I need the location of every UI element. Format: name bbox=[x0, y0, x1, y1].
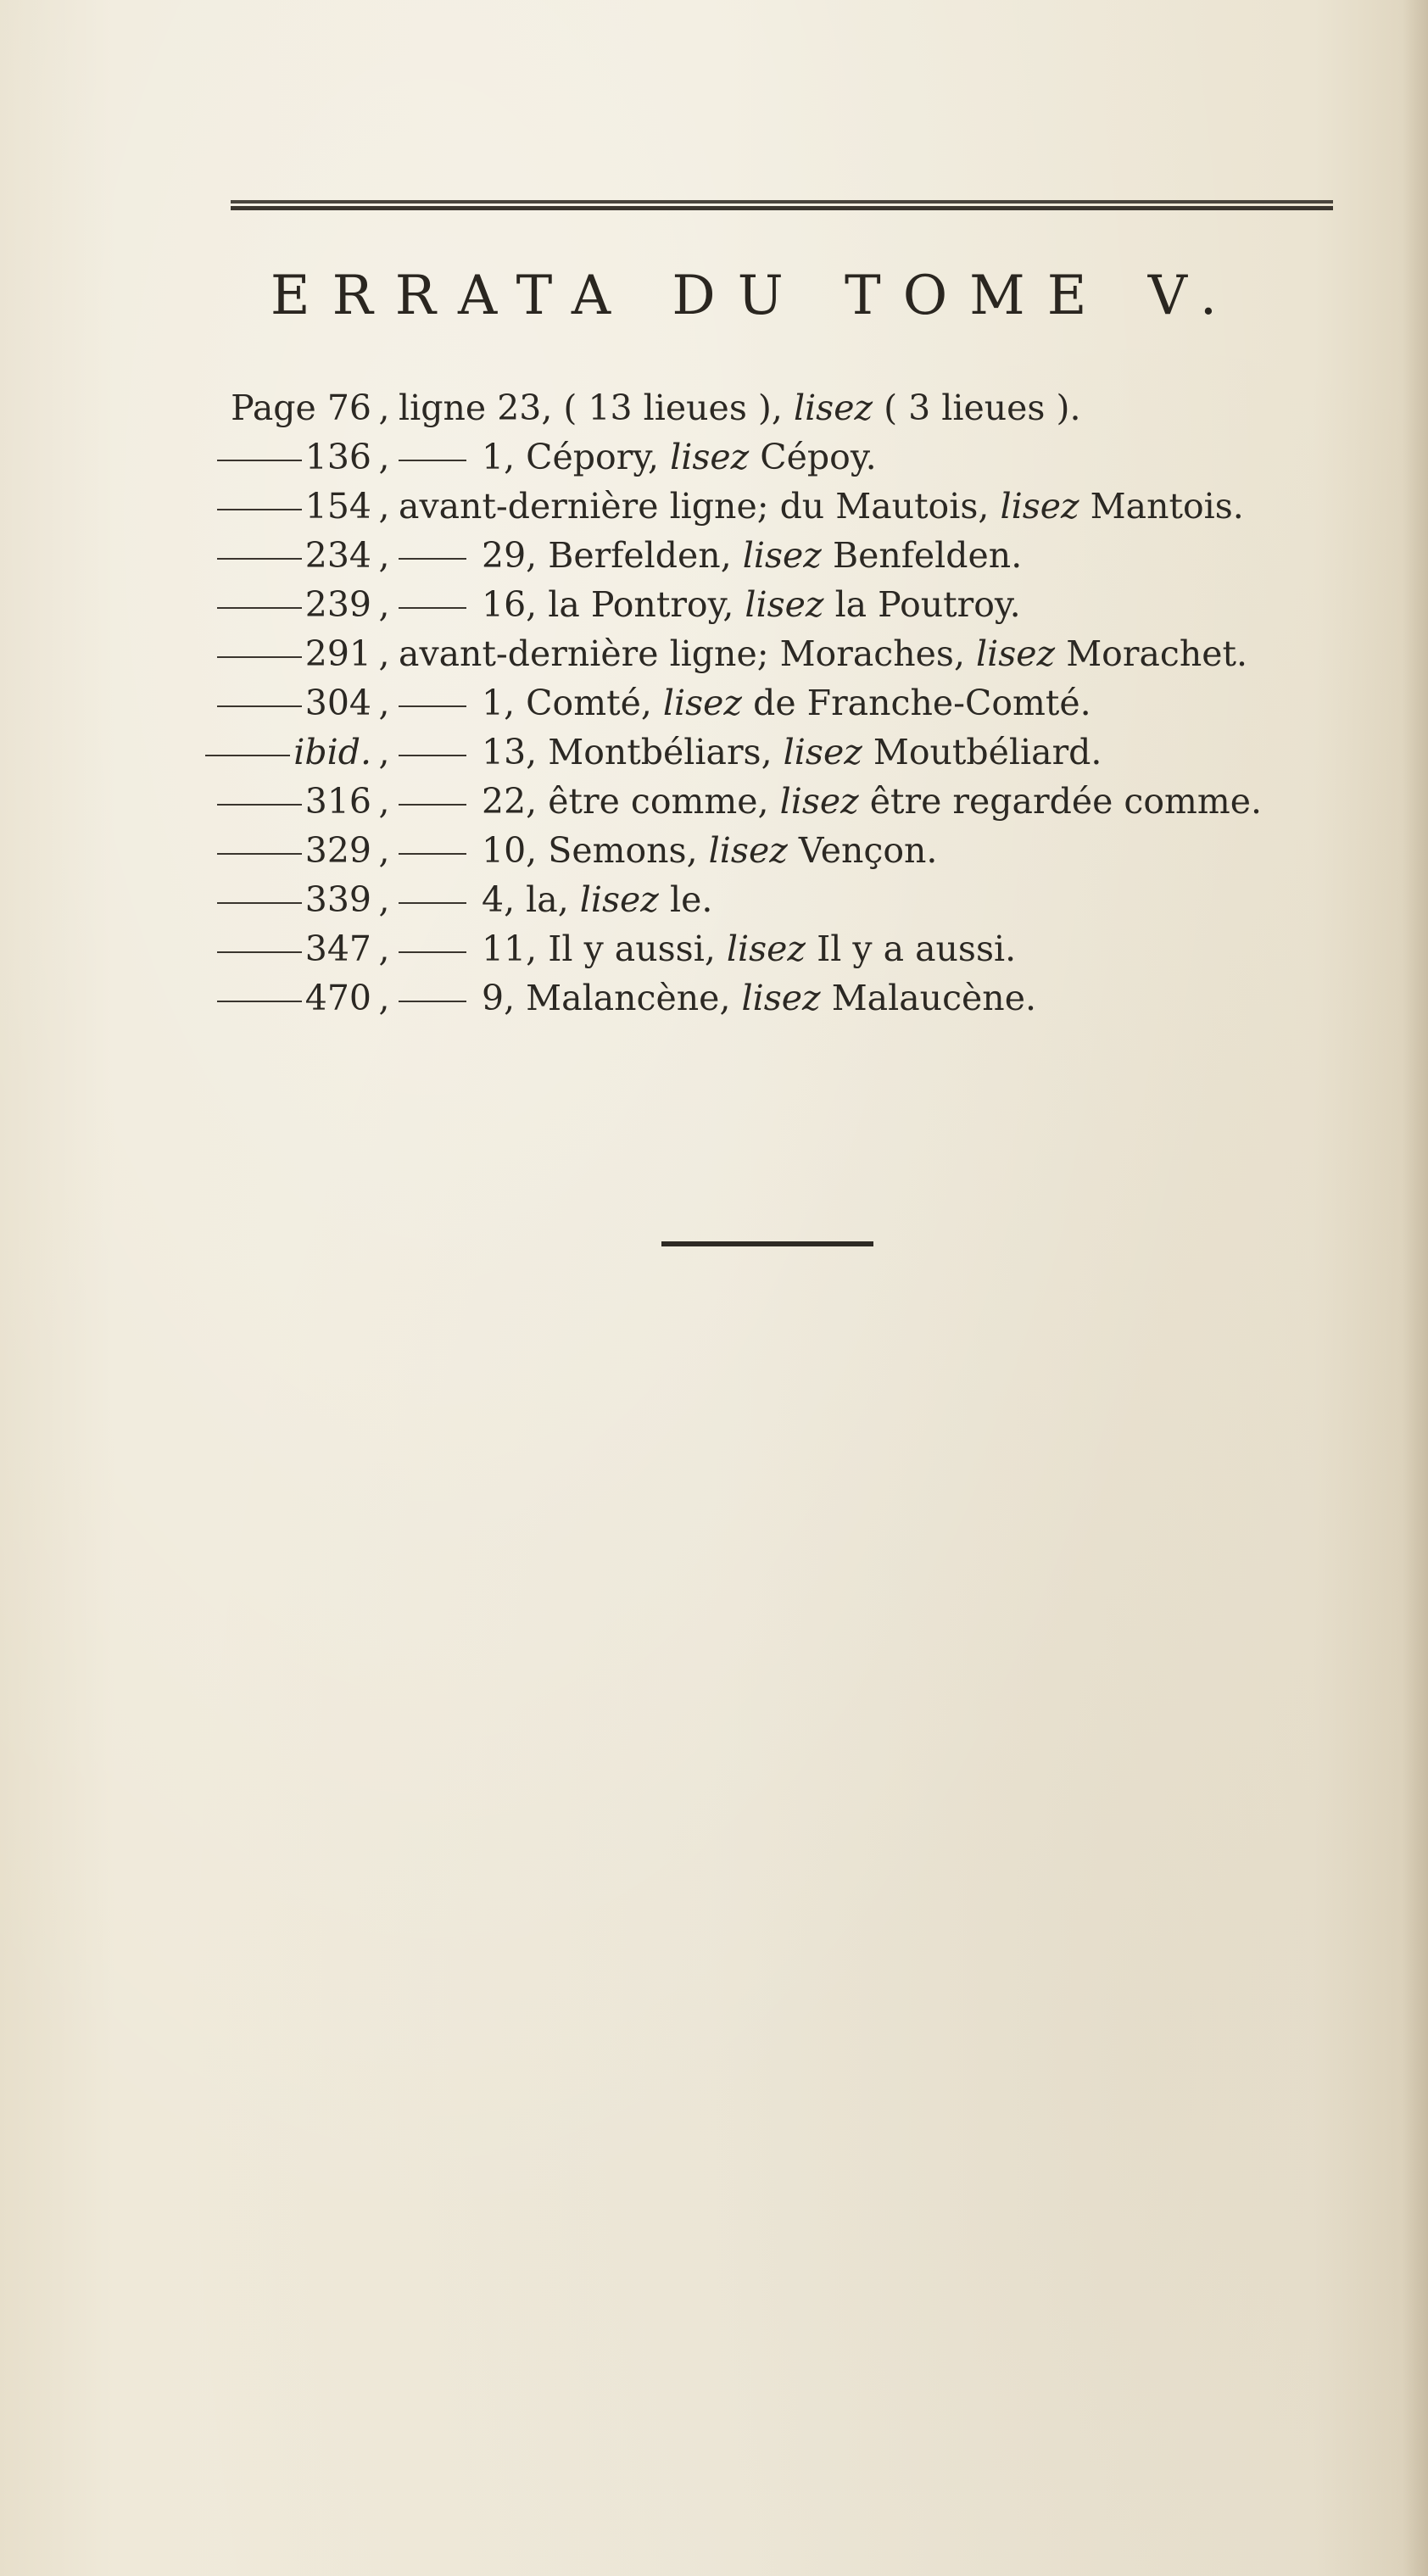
errata-row bbox=[202, 531, 1406, 580]
errata-page-ref bbox=[202, 826, 371, 875]
errata-page-number: 304 bbox=[304, 683, 371, 723]
errata-page-number: Page 76 bbox=[231, 388, 371, 428]
erroneous-text: , la, bbox=[504, 879, 580, 920]
errata-line-text bbox=[399, 728, 1102, 777]
ditto-dash bbox=[217, 656, 302, 658]
errata-row bbox=[202, 728, 1406, 777]
line-number: 13 bbox=[482, 732, 527, 772]
separator-comma: , bbox=[378, 879, 390, 920]
errata-line-text bbox=[399, 678, 1091, 728]
line-number: 9 bbox=[482, 978, 505, 1018]
correction-text: Morachet. bbox=[1055, 633, 1248, 674]
lisez-word: lisez bbox=[976, 633, 1056, 674]
correction-text: de Franche-Comté. bbox=[742, 683, 1091, 723]
ditto-dash bbox=[399, 460, 466, 461]
lisez-word: lisez bbox=[662, 683, 743, 723]
correction-text: Benfelden. bbox=[821, 535, 1023, 576]
erroneous-text: , Comté, bbox=[504, 683, 663, 723]
line-number: avant-dernière ligne bbox=[399, 633, 757, 674]
errata-page-ref bbox=[202, 383, 371, 432]
correction-text: Il y a aussi. bbox=[806, 928, 1017, 969]
errata-row bbox=[202, 678, 1406, 728]
line-number: 4 bbox=[482, 879, 505, 920]
erroneous-text: , Malancène, bbox=[504, 978, 742, 1018]
ditto-dash bbox=[217, 1001, 302, 1002]
line-number: 22 bbox=[482, 781, 527, 822]
errata-page-number: 329 bbox=[304, 830, 371, 871]
ditto-dash bbox=[399, 853, 466, 855]
lisez-word: lisez bbox=[742, 535, 822, 576]
line-number: 1 bbox=[482, 683, 505, 723]
lisez-word: lisez bbox=[1000, 486, 1079, 527]
errata-row bbox=[202, 924, 1406, 973]
separator-comma: , bbox=[378, 633, 390, 674]
line-number: 11 bbox=[482, 928, 527, 969]
ditto-dash bbox=[399, 951, 466, 953]
erroneous-text: , Berfelden, bbox=[526, 535, 743, 576]
header-rule-thick bbox=[231, 206, 1333, 210]
errata-page-ref bbox=[202, 432, 371, 482]
ditto-dash bbox=[217, 902, 302, 904]
erroneous-text: , Montbéliars, bbox=[526, 732, 784, 772]
errata-line-text bbox=[399, 826, 937, 875]
erroneous-text: , Il y aussi, bbox=[526, 928, 727, 969]
correction-text: la Poutroy. bbox=[823, 584, 1021, 625]
errata-line-text bbox=[399, 875, 712, 924]
separator-comma: , bbox=[378, 535, 390, 576]
errata-line-text bbox=[399, 531, 1022, 580]
lisez-word: lisez bbox=[579, 879, 659, 920]
ditto-dash bbox=[399, 705, 466, 707]
errata-page-ref bbox=[202, 580, 371, 629]
errata-page-number: 234 bbox=[304, 535, 371, 576]
closing-rule bbox=[661, 1241, 873, 1246]
errata-page-number: 291 bbox=[304, 633, 371, 674]
ditto-dash bbox=[399, 902, 466, 904]
separator-comma: , bbox=[378, 830, 390, 871]
errata-page-ref bbox=[202, 777, 371, 826]
ditto-dash bbox=[399, 1001, 466, 1002]
ditto-dash bbox=[217, 607, 302, 609]
errata-page-number: 339 bbox=[304, 879, 371, 920]
separator-comma: , bbox=[378, 928, 390, 969]
errata-line-text bbox=[399, 777, 1262, 826]
line-number: 16 bbox=[482, 584, 527, 625]
separator-comma: , bbox=[378, 683, 390, 723]
errata-page-number: 136 bbox=[304, 437, 371, 477]
ditto-dash bbox=[217, 558, 302, 560]
erroneous-text: , Semons, bbox=[526, 830, 709, 871]
lisez-word: lisez bbox=[745, 584, 824, 625]
line-number: 1 bbox=[482, 437, 505, 477]
errata-page-number: ibid. bbox=[293, 732, 371, 772]
erroneous-text: , être comme, bbox=[526, 781, 780, 822]
errata-page-ref bbox=[202, 482, 371, 531]
erroneous-text: , ( 13 lieues ), bbox=[541, 388, 794, 428]
errata-row bbox=[202, 973, 1406, 1023]
separator-comma: , bbox=[378, 781, 390, 822]
line-number: 23 bbox=[497, 388, 542, 428]
lisez-word: lisez bbox=[670, 437, 750, 477]
erroneous-text: , Cépory, bbox=[504, 437, 671, 477]
errata-line-text bbox=[399, 383, 1081, 432]
errata-page-number: 316 bbox=[304, 781, 371, 822]
correction-text: Vençon. bbox=[787, 830, 938, 871]
errata-title: ERRATA DU TOME V. bbox=[270, 265, 1240, 327]
correction-text: Malaucène. bbox=[820, 978, 1037, 1018]
ditto-dash bbox=[217, 951, 302, 953]
errata-line-text bbox=[399, 924, 1016, 973]
separator-comma: , bbox=[378, 437, 390, 477]
lisez-word: lisez bbox=[708, 830, 788, 871]
errata-row bbox=[202, 580, 1406, 629]
ditto-dash bbox=[399, 804, 466, 806]
separator-comma: , bbox=[378, 732, 390, 772]
ditto-dash bbox=[205, 755, 290, 756]
correction-text: Cépoy. bbox=[749, 437, 877, 477]
ditto-dash bbox=[399, 755, 466, 756]
errata-page-ref bbox=[202, 728, 371, 777]
errata-page-ref bbox=[202, 875, 371, 924]
errata-page-ref bbox=[202, 531, 371, 580]
separator-comma: , bbox=[378, 584, 390, 625]
line-number: 29 bbox=[482, 535, 527, 576]
lisez-word: lisez bbox=[779, 781, 859, 822]
errata-page-ref bbox=[202, 678, 371, 728]
header-double-rule bbox=[231, 200, 1333, 210]
ditto-dash bbox=[217, 853, 302, 855]
errata-page-number: 239 bbox=[304, 584, 371, 625]
errata-row bbox=[202, 777, 1406, 826]
ditto-dash bbox=[217, 705, 302, 707]
errata-line-text bbox=[399, 973, 1036, 1023]
erroneous-text: ; du Mautois, bbox=[756, 486, 1001, 527]
separator-comma: , bbox=[378, 978, 390, 1018]
separator-comma: , bbox=[378, 388, 390, 428]
errata-row bbox=[202, 482, 1406, 531]
errata-line-text bbox=[399, 482, 1244, 531]
errata-row bbox=[202, 432, 1406, 482]
errata-page-ref bbox=[202, 629, 371, 678]
correction-text: être regardée comme. bbox=[858, 781, 1263, 822]
separator-comma: , bbox=[378, 486, 390, 527]
errata-page-number: 470 bbox=[304, 978, 371, 1018]
lisez-word: lisez bbox=[741, 978, 821, 1018]
ditto-dash bbox=[399, 558, 466, 560]
line-prefix: ligne bbox=[399, 388, 498, 428]
header-rule-thin bbox=[231, 200, 1333, 204]
errata-line-text bbox=[399, 580, 1021, 629]
errata-page-number: 347 bbox=[304, 928, 371, 969]
errata-row bbox=[202, 826, 1406, 875]
erroneous-text: ; Moraches, bbox=[756, 633, 977, 674]
errata-row bbox=[202, 383, 1406, 432]
lisez-word: lisez bbox=[793, 388, 873, 428]
errata-page-number: 154 bbox=[304, 486, 371, 527]
line-number: avant-dernière ligne bbox=[399, 486, 757, 527]
page-edge-shadow bbox=[1403, 0, 1428, 2576]
correction-text: le. bbox=[658, 879, 713, 920]
errata-list bbox=[202, 383, 1406, 1023]
correction-text: Mantois. bbox=[1079, 486, 1244, 527]
ditto-dash bbox=[399, 607, 466, 609]
errata-row bbox=[202, 629, 1406, 678]
correction-text: ( 3 lieues ). bbox=[873, 388, 1081, 428]
errata-page-ref bbox=[202, 924, 371, 973]
lisez-word: lisez bbox=[783, 732, 862, 772]
errata-line-text bbox=[399, 432, 877, 482]
line-number: 10 bbox=[482, 830, 527, 871]
errata-line-text bbox=[399, 629, 1247, 678]
ditto-dash bbox=[217, 509, 302, 510]
erroneous-text: , la Pontroy, bbox=[526, 584, 745, 625]
correction-text: Moutbéliard. bbox=[862, 732, 1102, 772]
lisez-word: lisez bbox=[726, 928, 806, 969]
errata-row bbox=[202, 875, 1406, 924]
errata-page-ref bbox=[202, 973, 371, 1023]
ditto-dash bbox=[217, 460, 302, 461]
ditto-dash bbox=[217, 804, 302, 806]
